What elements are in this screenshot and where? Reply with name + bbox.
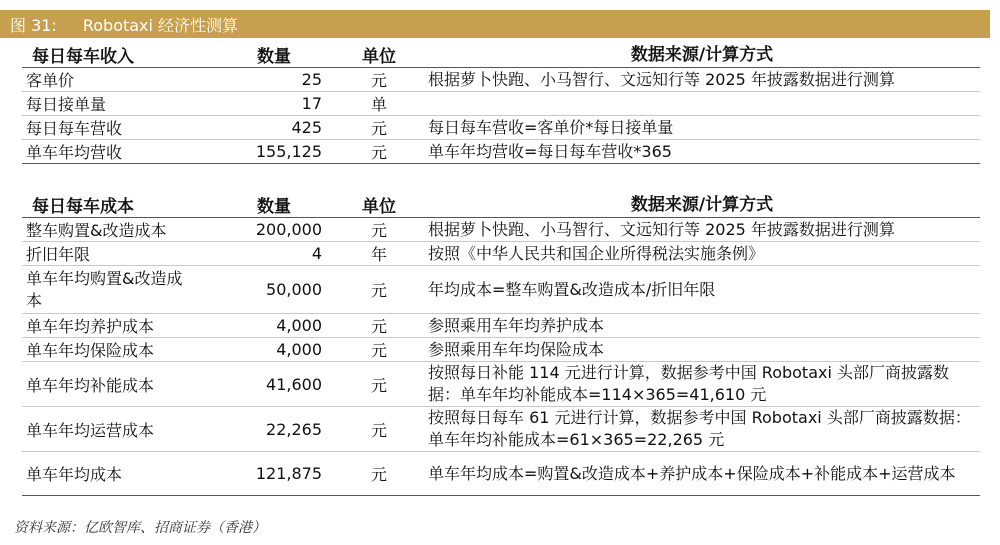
row-qty: 50,000 [222, 266, 334, 314]
row-unit: 元 [334, 140, 424, 164]
row-item: 单车年均运营成本 [22, 407, 222, 452]
row-unit: 元 [334, 218, 424, 242]
cost-header-unit: 单位 [334, 190, 424, 218]
row-item: 每日每车营收 [22, 116, 222, 140]
row-unit: 元 [334, 407, 424, 452]
table-row [22, 116, 980, 140]
row-item: 单车年均购置&改造成本 [26, 268, 183, 310]
row-item: 单车年均补能成本 [22, 362, 222, 407]
row-item: 单车年均营收 [22, 140, 222, 164]
row-qty: 4,000 [222, 314, 334, 338]
row-source: 单车年均成本=购置&改造成本+养护成本+保险成本+补能成本+运营成本 [424, 452, 980, 496]
figure-title: Robotaxi 经济性测算 [82, 15, 239, 35]
row-item: 客单价 [22, 68, 222, 92]
row-item: 单车年均成本 [22, 452, 222, 496]
row-qty: 22,265 [222, 407, 334, 452]
income-header-item: 每日每车收入 [22, 40, 222, 68]
income-table [22, 40, 980, 164]
row-item: 折旧年限 [22, 242, 222, 266]
cost-header-qty: 数量 [222, 190, 334, 218]
row-source: 按照每日补能 114 元进行计算，数据参考中国 Robotaxi 头部厂商披露数据：单车年均补能成本=114×365=41,610 元 [424, 362, 980, 407]
row-item: 每日接单量 [22, 92, 222, 116]
row-unit: 元 [334, 452, 424, 496]
row-item: 单车年均养护成本 [22, 314, 222, 338]
row-source [424, 92, 980, 116]
row-source: 单车年均营收=每日每车营收*365 [424, 140, 980, 164]
row-unit: 年 [334, 242, 424, 266]
row-qty: 200,000 [222, 218, 334, 242]
income-header-row [22, 40, 980, 68]
table-row [22, 242, 980, 266]
income-header-qty: 数量 [222, 40, 334, 68]
row-source: 按照每日每车 61 元进行计算，数据参考中国 Robotaxi 头部厂商披露数据：单车年均补能成本=61×365=22,265 元 [424, 407, 980, 452]
table-row [22, 314, 980, 338]
table-row [22, 452, 980, 496]
row-qty: 41,600 [222, 362, 334, 407]
table-row [22, 92, 980, 116]
table-row [22, 266, 980, 314]
cost-header-source: 数据来源/计算方式 [424, 190, 980, 218]
income-header-source: 数据来源/计算方式 [424, 40, 980, 68]
row-qty: 4 [222, 242, 334, 266]
row-source: 根据萝卜快跑、小马智行、文远知行等 2025 年披露数据进行测算 [424, 68, 980, 92]
table-row [22, 407, 980, 452]
table-row [22, 140, 980, 164]
table-row [22, 218, 980, 242]
row-unit: 元 [334, 362, 424, 407]
row-source: 参照乘用车年均养护成本 [424, 314, 980, 338]
source-note: 资料来源：亿欧智库、招商证券（香港） [14, 520, 266, 536]
cost-header-item: 每日每车成本 [22, 190, 222, 218]
row-qty: 425 [222, 116, 334, 140]
table-row [22, 362, 980, 407]
figure-number: 图 31: [10, 15, 57, 35]
row-unit: 单 [334, 92, 424, 116]
row-qty: 4,000 [222, 338, 334, 362]
row-item: 单车年均保险成本 [22, 338, 222, 362]
figure-title-bar [0, 10, 990, 38]
row-unit: 元 [334, 266, 424, 314]
row-unit: 元 [334, 68, 424, 92]
row-source: 按照《中华人民共和国企业所得税法实施条例》 [424, 242, 980, 266]
row-qty: 155,125 [222, 140, 334, 164]
row-qty: 121,875 [222, 452, 334, 496]
row-unit: 元 [334, 116, 424, 140]
row-unit: 元 [334, 338, 424, 362]
income-header-unit: 单位 [334, 40, 424, 68]
cost-table [22, 190, 980, 496]
row-source: 每日每车营收=客单价*每日接单量 [424, 116, 980, 140]
row-source: 参照乘用车年均保险成本 [424, 338, 980, 362]
row-source: 年均成本=整车购置&改造成本/折旧年限 [424, 266, 980, 314]
row-unit: 元 [334, 314, 424, 338]
row-qty: 25 [222, 68, 334, 92]
row-qty: 17 [222, 92, 334, 116]
row-item: 整车购置&改造成本 [22, 218, 222, 242]
row-source: 根据萝卜快跑、小马智行、文远知行等 2025 年披露数据进行测算 [424, 218, 980, 242]
cost-header-row [22, 190, 980, 218]
table-row [22, 338, 980, 362]
table-row [22, 68, 980, 92]
